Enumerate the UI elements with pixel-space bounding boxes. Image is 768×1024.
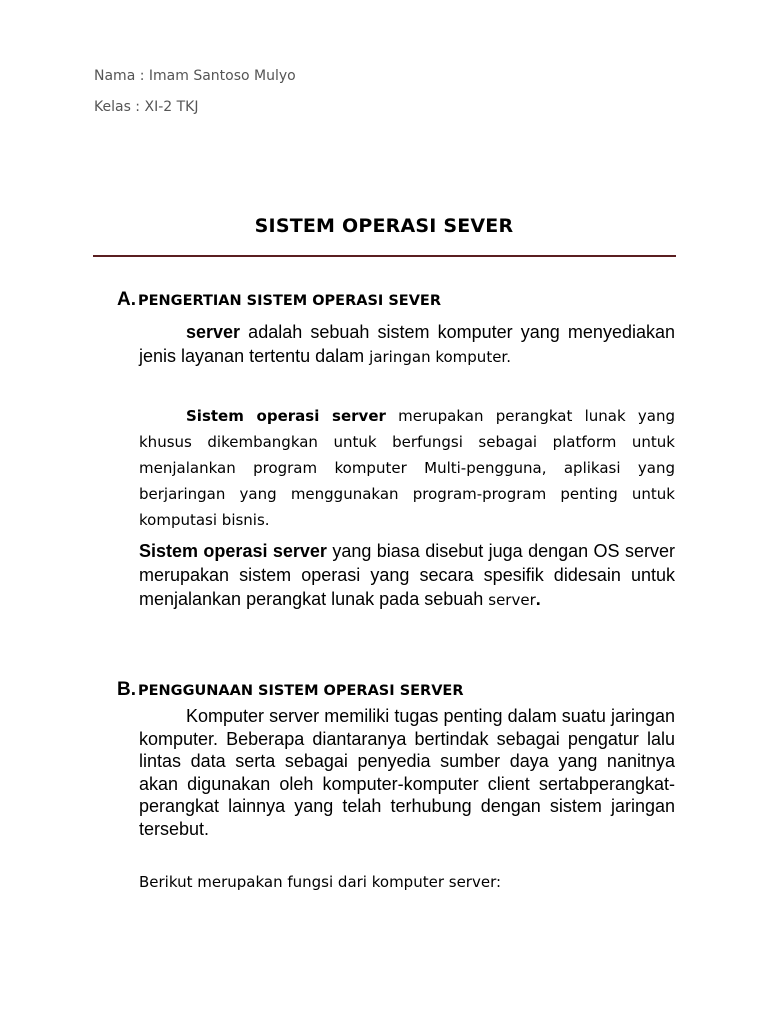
student-name: Nama : Imam Santoso Mulyo — [94, 68, 296, 84]
title-divider — [93, 255, 676, 257]
term-server: server — [186, 322, 241, 342]
document-title: SISTEM OPERASI SEVER — [254, 215, 514, 237]
paragraph-text: yang biasa disebut juga dengan OS server merupakan sistem operasi yang secara spesifik didesain untuk menjalankan perangkat lunak pada sebuah — [139, 541, 675, 609]
section-b-heading — [117, 679, 464, 701]
term-os-server: Sistem operasi server — [186, 407, 386, 425]
paragraph-text: merupakan perangkat lunak yang khusus dikembangkan untuk berfungsi sebagai platform untuk menjalankan program komputer Multi-pengguna, aplikasi yang berjaringan yang menggunakan program-program penting untuk komputasi bisnis. — [139, 407, 675, 529]
paragraph-tail: jaringan komputer. — [369, 348, 511, 366]
section-a-paragraph-1 — [139, 320, 675, 369]
section-b-title: PENGGUNAAN SISTEM OPERASI SERVER — [138, 683, 464, 699]
section-a-heading — [117, 289, 441, 311]
section-b-paragraph-2: Berikut merupakan fungsi dari komputer server: — [139, 873, 502, 891]
paragraph-tail: server — [488, 591, 536, 609]
section-a-title: PENGERTIAN SISTEM OPERASI SEVER — [138, 293, 442, 309]
term-os-server: Sistem operasi server — [139, 541, 327, 561]
section-a-paragraph-2 — [139, 403, 675, 533]
section-a-paragraph-3 — [139, 539, 675, 612]
section-b-paragraph-1: Komputer server memiliki tugas penting dalam suatu jaringan komputer. Beberapa diantaranya bertindak sebagai pengatur lalu lintas data serta sebagai penyedia sumber daya yang nanitnya akan digunakan oleh komputer-komputer client sertabperangkat-perangkat lainnya yang telah terhubung dengan sistem jaringan tersebut. — [139, 706, 675, 839]
section-a-letter: A. — [117, 289, 136, 310]
paragraph-end: . — [535, 589, 541, 609]
paragraph-text: adalah sebuah sistem komputer yang menyediakan jenis layanan tertentu dalam — [139, 322, 675, 366]
section-b-letter: B. — [117, 679, 136, 700]
student-class: Kelas : XI-2 TKJ — [94, 99, 199, 115]
